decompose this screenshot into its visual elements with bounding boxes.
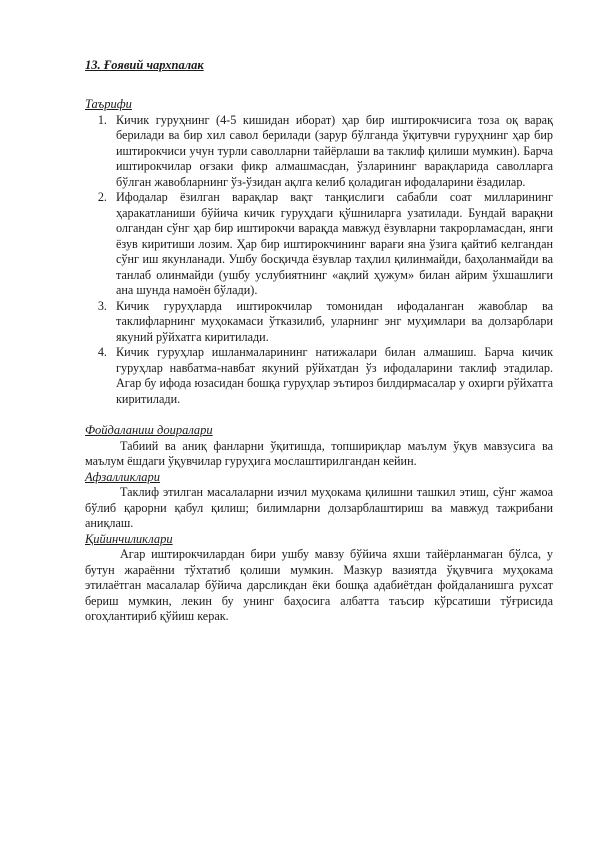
list-item: 3. Кичик гуруҳларда иштирокчилар томонидан ифодаланган жавоблар ва таклифларнинг муҳокамаси ўтказилиб, уларнинг энг муҳимлари ва долзарблари якуний рўйхатга киритилади. bbox=[110, 299, 553, 346]
usage-heading: Фойдаланиш доиралари bbox=[85, 423, 213, 437]
advantages-heading: Афзалликлари bbox=[85, 469, 161, 484]
list-item: 2. Ифодалар ёзилган варақлар вақт танқислиги сабабли соат милларининг ҳаракатланиши бўйича кичик гуруҳдаги қўшниларга узатилади. Бундай варақни олгандан сўнг ҳар бир иштирокчи варақда мавжуд ёзувларни такрорламасдан, янги ёзув киритиши лозим. Ҳар бир иштирокчининг варағи яна ўзига қайтиб келгандан сўнг иш якунланади. Ушбу босқичда ёзувлар таҳлил қилинмайди, баҳоланмайди ва танлаб олинмайди (ушбу услубиятнинг «ақлий ҳужум» билан айрим ўхшашлиги ана шунда намоён бўлади). bbox=[110, 190, 553, 299]
advantages-text: Таклиф этилган масалаларни изчил муҳокама қилишни ташкил этиш, сўнг жамоа бўлиб қарорни қабул қилиш; билимларни долзарблаштириш ва мавжуд тажрибани аниқлаш. bbox=[85, 485, 553, 530]
section-title: 13. Ғоявий чархпалак bbox=[85, 58, 204, 72]
difficulties-heading: Қийинчиликлари bbox=[85, 531, 173, 546]
definition-heading: Таърифи bbox=[85, 97, 132, 111]
usage-text: Табиий ва аниқ фанларни ўқитишда, топшириқлар маълум ўқув мавзусига ва маълум ёшдаги ўқувчилар гуруҳига мослаштирилгандан кейин. bbox=[85, 438, 553, 468]
spacer bbox=[85, 407, 553, 423]
document-page bbox=[85, 58, 553, 625]
definition-list bbox=[85, 113, 553, 408]
list-item: 1. Кичик гуруҳнинг (4-5 кишидан иборат) ҳар бир иштирокчисига тоза оқ варақ берилади ва бир хил савол берилади (зарур бўлганда ўқитувчи гуруҳнинг ҳар бир иштирокчиси учун турли саволларни тайёрлаши ва таклиф қилиши мумкин). Барча иштирокчилар оғзаки фикр алмашмасдан, ўзларининг варақларида саволларга бўлган жавобларнинг ўз-ўзидан ақлга келиб қоладиган ифодаларини ёзадилар. bbox=[110, 113, 553, 191]
difficulties-text: Агар иштирокчилардан бири ушбу мавзу бўйича яхши тайёрланмаган бўлса, у бутун жараённи тўхтатиб қолиши мумкин. Мазкур вазиятда ўқувчига муҳокама этилаётган масалалар бўйича дарсликдан ёки бошқа адабиётдан фойдаланишга рухсат бериш мумкин, лекин бу унинг баҳосига албатта таъсир кўрсатиши тўғрисида огоҳлантириб қўйиш керак. bbox=[85, 547, 553, 623]
list-item: 4. Кичик гуруҳлар ишланмаларининг натижалари билан алмашиш. Барча кичик гуруҳлар навбатма-навбат якуний рўйхатдан ўз ифодаларини таклиф этадилар. Агар бу ифода юзасидан бошқа гуруҳлар эътироз билдирмасалар у охирги рўйхатга киритилади. bbox=[110, 345, 553, 407]
